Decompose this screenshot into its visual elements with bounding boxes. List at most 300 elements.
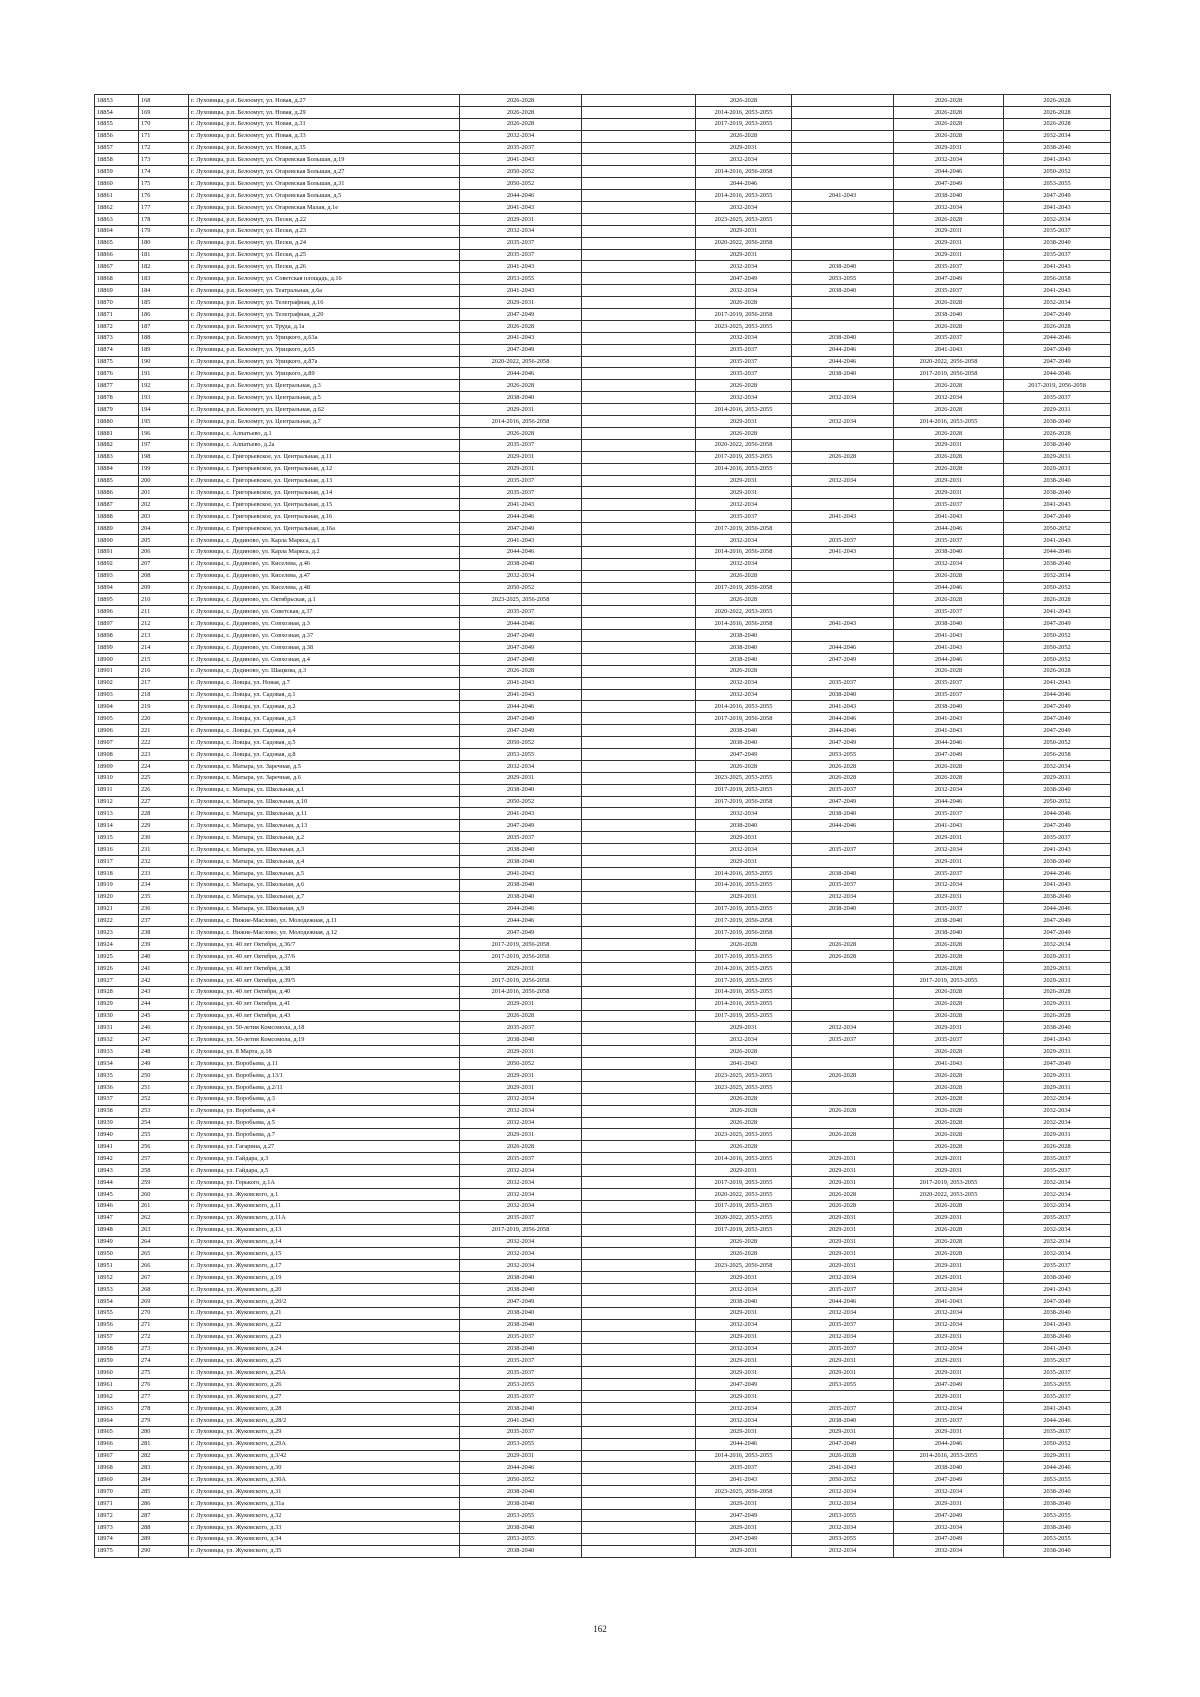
- period-3: 2017-2019, 2053-2055: [696, 1177, 792, 1189]
- period-6: 2047-2049: [1004, 927, 1111, 939]
- period-3: 2014-2016, 2053-2055: [696, 701, 792, 713]
- row-number: 206: [139, 546, 189, 558]
- period-1: 2047-2049: [460, 820, 582, 832]
- period-3: 2023-2025, 2053-2055: [696, 1129, 792, 1141]
- table-row: [95, 130, 1111, 142]
- row-number: 258: [139, 1165, 189, 1177]
- address: г. Луховицы, с. Матыра, ул. Школьная, д.2: [189, 832, 460, 844]
- period-3: 2032-2034: [696, 1414, 792, 1426]
- period-1: 2041-2043: [460, 499, 582, 511]
- period-6: 2050-2052: [1004, 796, 1111, 808]
- period-6: 2032-2034: [1004, 1093, 1111, 1105]
- row-number: 205: [139, 534, 189, 546]
- table-row: [95, 1402, 1111, 1414]
- period-6: 2032-2034: [1004, 570, 1111, 582]
- table-row: [95, 1081, 1111, 1093]
- table-row: [95, 1462, 1111, 1474]
- table-row: [95, 974, 1111, 986]
- period-3: 2029-2031: [696, 142, 792, 154]
- table-row: [95, 1070, 1111, 1082]
- row-number: 261: [139, 1200, 189, 1212]
- address: г. Луховицы, ул. Воробьева, д.2/11: [189, 1081, 460, 1093]
- period-3: 2014-2016, 2053-2055: [696, 963, 792, 975]
- row-number: 191: [139, 368, 189, 380]
- period-6: 2026-2028: [1004, 1010, 1111, 1022]
- period-6: 2038-2040: [1004, 1272, 1111, 1284]
- row-id: 18946: [95, 1200, 139, 1212]
- period-2: [582, 1260, 696, 1272]
- period-5: 2038-2040: [894, 701, 1004, 713]
- table-row: [95, 546, 1111, 558]
- period-5: 2026-2028: [894, 451, 1004, 463]
- period-2: [582, 225, 696, 237]
- period-1: 2038-2040: [460, 844, 582, 856]
- period-6: 2038-2040: [1004, 1486, 1111, 1498]
- period-6: 2053-2055: [1004, 1379, 1111, 1391]
- period-5: 2029-2031: [894, 891, 1004, 903]
- period-2: [582, 1093, 696, 1105]
- row-id: 18902: [95, 677, 139, 689]
- period-3: 2017-2019, 2053-2055: [696, 974, 792, 986]
- period-1: 2026-2028: [460, 1010, 582, 1022]
- row-number: 198: [139, 451, 189, 463]
- period-1: 2035-2037: [460, 487, 582, 499]
- row-number: 250: [139, 1070, 189, 1082]
- period-6: 2041-2043: [1004, 1343, 1111, 1355]
- period-5: 2029-2031: [894, 1212, 1004, 1224]
- period-1: 2050-2052: [460, 178, 582, 190]
- period-3: 2032-2034: [696, 808, 792, 820]
- row-number: 224: [139, 760, 189, 772]
- period-2: [582, 1284, 696, 1296]
- period-4: [792, 166, 894, 178]
- row-number: 170: [139, 118, 189, 130]
- row-id: 18967: [95, 1450, 139, 1462]
- address: г. Луховицы, ул. Жуковского, д.30: [189, 1462, 460, 1474]
- row-id: 18966: [95, 1438, 139, 1450]
- row-id: 18856: [95, 130, 139, 142]
- row-id: 18866: [95, 249, 139, 261]
- period-6: 2050-2052: [1004, 1438, 1111, 1450]
- period-3: 2017-2019, 2056-2058: [696, 523, 792, 535]
- period-3: 2023-2025, 2056-2058: [696, 1486, 792, 1498]
- period-2: [582, 986, 696, 998]
- period-4: [792, 106, 894, 118]
- period-4: 2044-2046: [792, 820, 894, 832]
- address: г. Луховицы, ул. Жуковского, д.28/2: [189, 1414, 460, 1426]
- row-number: 238: [139, 927, 189, 939]
- row-id: 18922: [95, 915, 139, 927]
- period-4: 2029-2031: [792, 1165, 894, 1177]
- period-5: 2020-2022, 2056-2058: [894, 356, 1004, 368]
- period-2: [582, 808, 696, 820]
- period-2: [582, 237, 696, 249]
- row-number: 239: [139, 939, 189, 951]
- period-3: 2017-2019, 2053-2055: [696, 118, 792, 130]
- period-5: 2029-2031: [894, 475, 1004, 487]
- row-number: 252: [139, 1093, 189, 1105]
- table-row: [95, 594, 1111, 606]
- period-5: 2047-2049: [894, 1379, 1004, 1391]
- period-1: 2032-2034: [460, 225, 582, 237]
- address: г. Луховицы, ул. Жуковского, д.20: [189, 1284, 460, 1296]
- period-5: 2029-2031: [894, 1367, 1004, 1379]
- address: г. Луховицы, ул. 40 лет Октября, д.43: [189, 1010, 460, 1022]
- period-5: 2047-2049: [894, 1474, 1004, 1486]
- period-3: 2035-2037: [696, 511, 792, 523]
- period-5: 2029-2031: [894, 832, 1004, 844]
- row-number: 174: [139, 166, 189, 178]
- row-id: 18863: [95, 213, 139, 225]
- period-5: 2047-2049: [894, 1509, 1004, 1521]
- row-id: 18900: [95, 653, 139, 665]
- row-number: 181: [139, 249, 189, 261]
- period-2: [582, 1070, 696, 1082]
- period-4: 2032-2034: [792, 891, 894, 903]
- period-2: [582, 1081, 696, 1093]
- period-6: 2026-2028: [1004, 118, 1111, 130]
- period-2: [582, 832, 696, 844]
- period-5: 2026-2028: [894, 1046, 1004, 1058]
- row-id: 18962: [95, 1391, 139, 1403]
- period-6: 2026-2028: [1004, 594, 1111, 606]
- period-4: 2026-2028: [792, 772, 894, 784]
- table-row: [95, 404, 1111, 416]
- period-5: 2026-2028: [894, 772, 1004, 784]
- period-2: [582, 1141, 696, 1153]
- period-2: [582, 1212, 696, 1224]
- period-6: 2038-2040: [1004, 1498, 1111, 1510]
- period-4: [792, 630, 894, 642]
- period-1: 2035-2037: [460, 142, 582, 154]
- period-6: 2044-2046: [1004, 546, 1111, 558]
- row-number: 222: [139, 737, 189, 749]
- period-6: 2032-2034: [1004, 1105, 1111, 1117]
- period-4: 2035-2037: [792, 844, 894, 856]
- table-row: [95, 511, 1111, 523]
- period-3: 2026-2028: [696, 594, 792, 606]
- address: г. Луховицы, с. Дединово, ул. Киселева, д.47: [189, 570, 460, 582]
- period-1: 2035-2037: [460, 1153, 582, 1165]
- period-4: 2044-2046: [792, 641, 894, 653]
- period-2: [582, 451, 696, 463]
- row-id: 18864: [95, 225, 139, 237]
- table-row: [95, 1248, 1111, 1260]
- period-3: 2014-2016, 2056-2058: [696, 618, 792, 630]
- period-3: 2023-2025, 2053-2055: [696, 213, 792, 225]
- row-id: 18964: [95, 1414, 139, 1426]
- period-1: 2032-2034: [460, 1260, 582, 1272]
- period-3: 2026-2028: [696, 1248, 792, 1260]
- row-id: 18924: [95, 939, 139, 951]
- row-number: 265: [139, 1248, 189, 1260]
- period-1: 2029-2031: [460, 1046, 582, 1058]
- period-5: 2038-2040: [894, 927, 1004, 939]
- row-number: 234: [139, 879, 189, 891]
- period-5: 2026-2028: [894, 1093, 1004, 1105]
- period-5: 2038-2040: [894, 1462, 1004, 1474]
- period-3: 2017-2019, 2053-2055: [696, 784, 792, 796]
- period-1: 2047-2049: [460, 309, 582, 321]
- period-5: 2038-2040: [894, 915, 1004, 927]
- period-2: [582, 974, 696, 986]
- table-row: [95, 1141, 1111, 1153]
- period-2: [582, 1426, 696, 1438]
- table-row: [95, 1224, 1111, 1236]
- period-6: 2041-2043: [1004, 1402, 1111, 1414]
- period-6: 2038-2040: [1004, 487, 1111, 499]
- row-number: 168: [139, 95, 189, 107]
- period-3: 2014-2016, 2053-2055: [696, 998, 792, 1010]
- period-3: 2032-2034: [696, 1402, 792, 1414]
- row-number: 288: [139, 1521, 189, 1533]
- period-1: 2044-2046: [460, 701, 582, 713]
- row-id: 18932: [95, 1034, 139, 1046]
- period-1: 2035-2037: [460, 1391, 582, 1403]
- table-row: [95, 1212, 1111, 1224]
- row-id: 18853: [95, 95, 139, 107]
- period-5: 2032-2034: [894, 1486, 1004, 1498]
- period-2: [582, 154, 696, 166]
- period-6: 2029-2031: [1004, 1450, 1111, 1462]
- period-5: 2047-2049: [894, 748, 1004, 760]
- period-5: 2041-2043: [894, 820, 1004, 832]
- table-row: [95, 998, 1111, 1010]
- table-row: [95, 1022, 1111, 1034]
- address: г. Луховицы, р.п. Белоомут, ул. Урицкого, д.65: [189, 344, 460, 356]
- period-1: 2014-2016, 2056-2058: [460, 986, 582, 998]
- row-id: 18901: [95, 665, 139, 677]
- period-1: 2032-2034: [460, 1165, 582, 1177]
- period-4: [792, 1081, 894, 1093]
- period-4: 2047-2049: [792, 737, 894, 749]
- period-3: 2017-2019, 2056-2058: [696, 927, 792, 939]
- period-1: 2032-2034: [460, 1200, 582, 1212]
- period-4: [792, 178, 894, 190]
- address: г. Луховицы, ул. Жуковского, д.15: [189, 1248, 460, 1260]
- period-5: 2041-2043: [894, 1058, 1004, 1070]
- period-2: [582, 606, 696, 618]
- address: г. Луховицы, ул. Воробьева, д.11: [189, 1058, 460, 1070]
- period-1: 2041-2043: [460, 285, 582, 297]
- period-1: 2026-2028: [460, 380, 582, 392]
- period-3: 2038-2040: [696, 653, 792, 665]
- row-number: 203: [139, 511, 189, 523]
- row-id: 18920: [95, 891, 139, 903]
- period-1: 2026-2028: [460, 1141, 582, 1153]
- row-id: 18886: [95, 487, 139, 499]
- period-5: 2029-2031: [894, 142, 1004, 154]
- table-row: [95, 891, 1111, 903]
- row-id: 18969: [95, 1474, 139, 1486]
- period-4: 2032-2034: [792, 1498, 894, 1510]
- period-6: 2047-2049: [1004, 820, 1111, 832]
- period-4: 2026-2028: [792, 1200, 894, 1212]
- period-3: 2014-2016, 2056-2058: [696, 166, 792, 178]
- table-row: [95, 356, 1111, 368]
- row-id: 18898: [95, 630, 139, 642]
- address: г. Луховицы, ул. Жуковского, д.17: [189, 1260, 460, 1272]
- period-2: [582, 689, 696, 701]
- period-3: 2029-2031: [696, 475, 792, 487]
- row-id: 18974: [95, 1533, 139, 1545]
- period-5: 2044-2046: [894, 523, 1004, 535]
- row-id: 18937: [95, 1093, 139, 1105]
- row-id: 18919: [95, 879, 139, 891]
- row-number: 282: [139, 1450, 189, 1462]
- row-number: 178: [139, 213, 189, 225]
- period-1: 2032-2034: [460, 1105, 582, 1117]
- period-2: [582, 701, 696, 713]
- period-5: 2035-2037: [894, 261, 1004, 273]
- period-6: 2041-2043: [1004, 606, 1111, 618]
- period-4: 2032-2034: [792, 1307, 894, 1319]
- table-row: [95, 665, 1111, 677]
- period-4: 2026-2028: [792, 1450, 894, 1462]
- period-5: 2026-2028: [894, 95, 1004, 107]
- row-number: 173: [139, 154, 189, 166]
- period-3: 2032-2034: [696, 392, 792, 404]
- address: г. Луховицы, с. Ловцы, ул. Садовая, д.1: [189, 689, 460, 701]
- period-6: 2026-2028: [1004, 95, 1111, 107]
- address: г. Луховицы, с. Матыра, ул. Школьная, д.4: [189, 856, 460, 868]
- row-number: 194: [139, 404, 189, 416]
- period-1: 2029-2031: [460, 963, 582, 975]
- period-1: 2050-2052: [460, 1474, 582, 1486]
- period-3: 2047-2049: [696, 273, 792, 285]
- period-4: 2029-2031: [792, 1212, 894, 1224]
- address: г. Луховицы, с. Ловцы, ул. Садовая, д.8: [189, 748, 460, 760]
- period-2: [582, 1058, 696, 1070]
- table-row: [95, 1521, 1111, 1533]
- table-row: [95, 416, 1111, 428]
- address: г. Луховицы, с. Дединово, ул. Октябрьская, д.1: [189, 594, 460, 606]
- row-id: 18887: [95, 499, 139, 511]
- period-1: 2053-2055: [460, 1533, 582, 1545]
- table-row: [95, 225, 1111, 237]
- row-number: 216: [139, 665, 189, 677]
- period-4: [792, 130, 894, 142]
- period-2: [582, 1498, 696, 1510]
- period-2: [582, 332, 696, 344]
- period-3: 2017-2019, 2056-2058: [696, 582, 792, 594]
- period-1: 2038-2040: [460, 856, 582, 868]
- period-2: [582, 891, 696, 903]
- period-2: [582, 392, 696, 404]
- period-6: 2047-2049: [1004, 701, 1111, 713]
- period-5: 2029-2031: [894, 1426, 1004, 1438]
- address: г. Луховицы, р.п. Белоомут, ул. Театральная, д.6а: [189, 285, 460, 297]
- table-row: [95, 1200, 1111, 1212]
- period-6: 2050-2052: [1004, 641, 1111, 653]
- period-5: 2038-2040: [894, 190, 1004, 202]
- period-1: 2029-2031: [460, 772, 582, 784]
- period-6: 2050-2052: [1004, 523, 1111, 535]
- table-row: [95, 1533, 1111, 1545]
- period-3: 2014-2016, 2053-2055: [696, 1450, 792, 1462]
- period-5: 2026-2028: [894, 760, 1004, 772]
- table-row: [95, 689, 1111, 701]
- row-number: 262: [139, 1212, 189, 1224]
- table-row: [95, 1509, 1111, 1521]
- period-5: 2029-2031: [894, 1165, 1004, 1177]
- period-1: 2035-2037: [460, 1212, 582, 1224]
- period-3: 2029-2031: [696, 1521, 792, 1533]
- period-3: 2035-2037: [696, 1462, 792, 1474]
- period-2: [582, 534, 696, 546]
- table-row: [95, 1426, 1111, 1438]
- row-number: 192: [139, 380, 189, 392]
- period-1: 2053-2055: [460, 1379, 582, 1391]
- period-4: 2038-2040: [792, 808, 894, 820]
- table-row: [95, 475, 1111, 487]
- row-number: 267: [139, 1272, 189, 1284]
- period-2: [582, 356, 696, 368]
- period-6: 2038-2040: [1004, 1307, 1111, 1319]
- table-row: [95, 285, 1111, 297]
- period-1: 2029-2031: [460, 1450, 582, 1462]
- period-4: 2053-2055: [792, 1379, 894, 1391]
- row-id: 18921: [95, 903, 139, 915]
- period-6: 2047-2049: [1004, 713, 1111, 725]
- period-4: 2041-2043: [792, 701, 894, 713]
- period-1: 2050-2052: [460, 796, 582, 808]
- period-2: [582, 1248, 696, 1260]
- period-4: [792, 142, 894, 154]
- period-2: [582, 1438, 696, 1450]
- address: г. Луховицы, ул. Жуковского, д.3/42: [189, 1450, 460, 1462]
- address: г. Луховицы, с. Ловцы, ул. Садовая, д.4: [189, 725, 460, 737]
- row-id: 18956: [95, 1319, 139, 1331]
- address: г. Луховицы, с. Григорьевское, ул. Центральная, д.14: [189, 487, 460, 499]
- period-3: 2023-2025, 2053-2055: [696, 320, 792, 332]
- address: г. Луховицы, р.п. Белоомут, ул. Огаревская Большая, д.31: [189, 178, 460, 190]
- period-5: 2044-2046: [894, 737, 1004, 749]
- row-number: 266: [139, 1260, 189, 1272]
- period-6: 2038-2040: [1004, 856, 1111, 868]
- table-row: [95, 903, 1111, 915]
- table-row: [95, 332, 1111, 344]
- table-row: [95, 1188, 1111, 1200]
- period-4: [792, 439, 894, 451]
- row-number: 242: [139, 974, 189, 986]
- period-1: 2032-2034: [460, 1117, 582, 1129]
- address: г. Луховицы, р.п. Белоомут, ул. Центральная, д.62: [189, 404, 460, 416]
- period-5: 2035-2037: [894, 1034, 1004, 1046]
- address: г. Луховицы, ул. Воробьева, д.13/1: [189, 1070, 460, 1082]
- row-id: 18870: [95, 297, 139, 309]
- row-number: 210: [139, 594, 189, 606]
- period-5: 2035-2037: [894, 867, 1004, 879]
- period-3: 2029-2031: [696, 1367, 792, 1379]
- period-4: [792, 915, 894, 927]
- address: г. Луховицы, с. Матыра, ул. Школьная, д.5: [189, 867, 460, 879]
- period-2: [582, 1177, 696, 1189]
- period-5: 2035-2037: [894, 1414, 1004, 1426]
- address: г. Луховицы, с. Ловцы, ул. Новая, д.7: [189, 677, 460, 689]
- address: г. Луховицы, ул. Жуковского, д.20/2: [189, 1295, 460, 1307]
- period-3: 2029-2031: [696, 249, 792, 261]
- row-id: 18963: [95, 1402, 139, 1414]
- period-4: 2032-2034: [792, 475, 894, 487]
- capital-repair-schedule-table: [94, 94, 1111, 1558]
- table-row: [95, 677, 1111, 689]
- period-3: 2038-2040: [696, 641, 792, 653]
- row-id: 18861: [95, 190, 139, 202]
- period-2: [582, 594, 696, 606]
- table-row: [95, 118, 1111, 130]
- period-4: 2029-2031: [792, 1260, 894, 1272]
